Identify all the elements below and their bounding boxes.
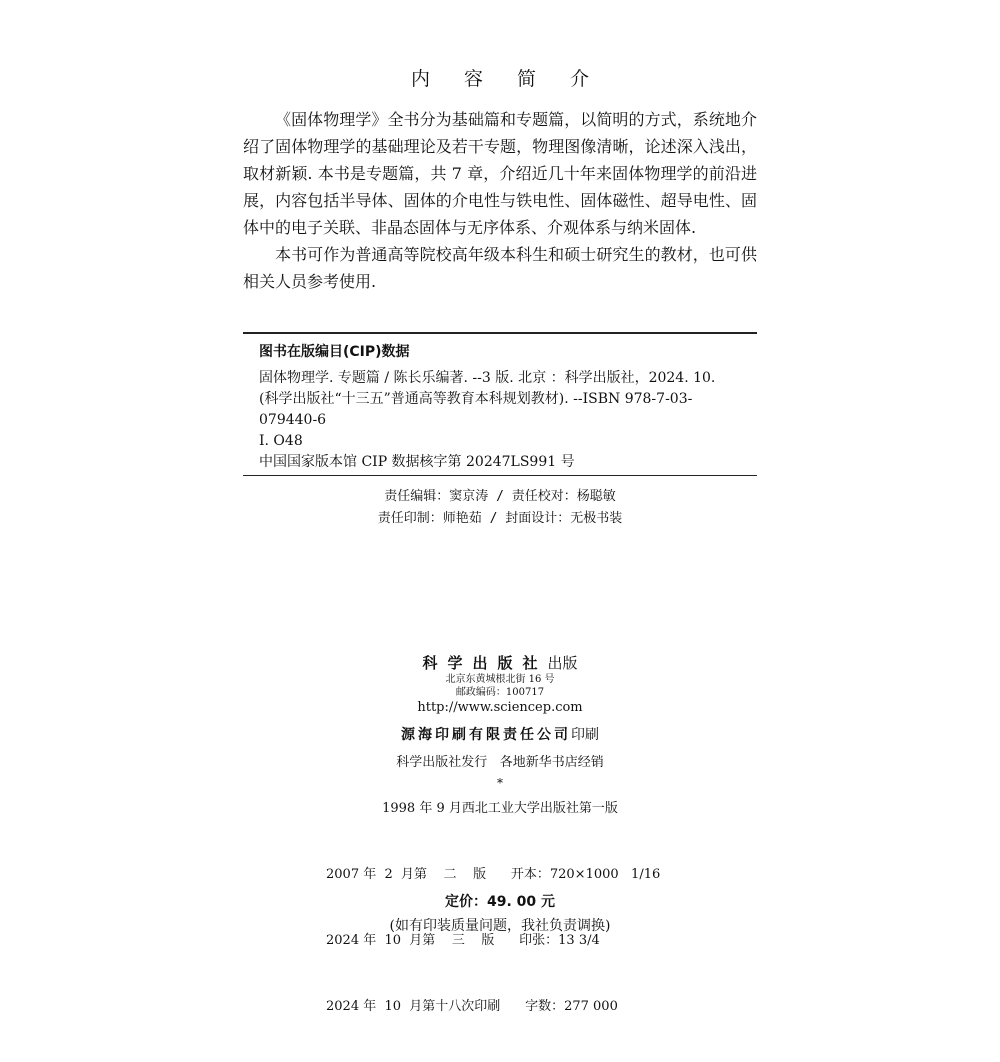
first-edition-line: 1998 年 9 月西北工业大学出版社第一版 [382, 801, 618, 816]
printer-name: 源海印刷有限责任公司 [401, 727, 571, 743]
separator-star: * [497, 776, 503, 790]
edition-table [326, 820, 660, 1062]
print-suffix: 印刷 [571, 727, 599, 743]
summary-paragraph: 《固体物理学》全书分为基础篇和专题篇，以简明的方式，系统地介绍了固体物理学的基础理论及若干专题，物理图像清晰，论述深入浅出，取材新颖. 本书是专题篇，共 7 章，介绍近几十年来固体物理学的前沿进展，内容包括半导体、固体的介电性与铁电性、固体磁性、超导电性、固体中的电子关联、非晶态固体与无序体系、介观体系与纳米固体. [243, 110, 757, 237]
cip-record [259, 368, 757, 473]
cip-line: (科学出版社“十三五”普通高等教育本科规划教材). --ISBN 978-7-03- [259, 391, 693, 407]
price: 定价：49. 00 元 [444, 894, 556, 910]
credits-line: 责任印制：师艳茹 / 封面设计：无极书装 [377, 511, 623, 526]
publisher-line [0, 652, 1000, 673]
distribution-line: 科学出版社发行 各地新华书店经销 [396, 755, 604, 770]
cip-line: 079440-6 [259, 412, 327, 428]
cip-line: 固体物理学. 专题篇 / 陈长乐编著. --3 版. 北京 ：科学出版社，2024. 10. [259, 370, 716, 386]
cip-heading: 图书在版编目(CIP)数据 [259, 344, 410, 360]
printer-line [0, 724, 1000, 744]
quality-note: (如有印装质量问题，我社负责调换) [389, 918, 611, 934]
publisher-url: http://www.sciencep.com [417, 700, 583, 715]
cip-bottom-rule [243, 475, 757, 476]
cip-line: Ⅰ. O48 [259, 433, 303, 449]
summary-text [243, 106, 757, 295]
edition-row: 2024 年 10 月第十八次印刷 字数：277 000 [326, 999, 618, 1014]
cip-line: 中国国家版本馆 CIP 数据核字第 20247LS991 号 [259, 454, 575, 470]
edition-row: 2024 年 10 月第 三 版 印张：13 3/4 [326, 933, 600, 948]
publisher-address: 北京东黄城根北街 16 号 [445, 674, 555, 685]
credits-line: 责任编辑：窦京涛 / 责任校对：杨聪敏 [384, 489, 616, 504]
cip-top-rule [243, 332, 757, 334]
publish-suffix: 出版 [547, 654, 578, 672]
edition-row: 2007 年 2 月第 二 版 开本：720×1000 1/16 [326, 867, 661, 882]
publisher-name: 科学出版社 [422, 654, 548, 672]
publisher-postcode: 邮政编码：100717 [455, 687, 545, 698]
summary-paragraph: 本书可作为普通高等院校高年级本科生和硕士研究生的教材，也可供相关人员参考使用. [243, 245, 757, 291]
summary-title: 内 容 简 介 [410, 68, 604, 90]
